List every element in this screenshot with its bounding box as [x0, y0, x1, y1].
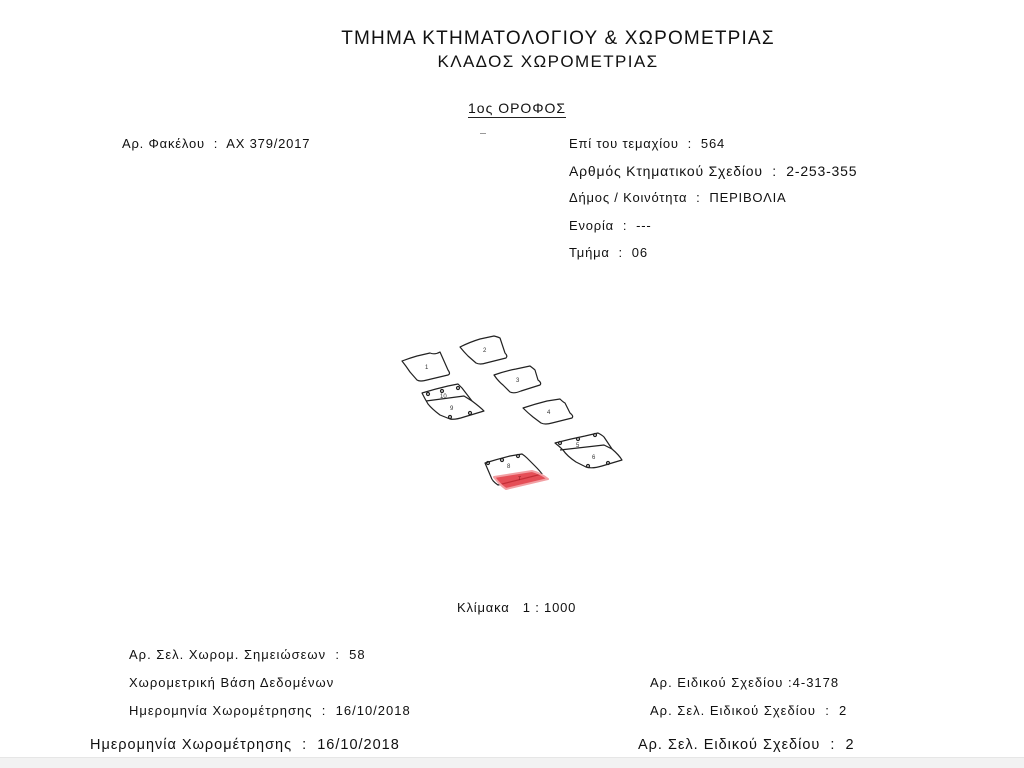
svg-text:7: 7: [518, 476, 521, 482]
database-label: Χωρομετρική Βάση Δεδομένων: [129, 675, 335, 690]
scale-field: [457, 600, 576, 615]
footer-special-plan-page-value: 2: [845, 737, 855, 753]
municipality-label: Δήμος / Κοινότητα: [569, 190, 688, 205]
survey-date-field: Ημερομηνία Χωρομέτρησης : 16/10/2018: [129, 703, 411, 718]
plan-number-field: Αρθμός Κτηματικού Σχεδίου : 2-253-355: [569, 163, 858, 179]
plan-number-label: Αρθμός Κτηματικού Σχεδίου: [569, 163, 763, 179]
file-number-field: Αρ. Φακέλου : ΑΧ 379/2017: [122, 136, 311, 151]
unit-4: [523, 399, 573, 424]
municipality-field: Δήμος / Κοινότητα : ΠΕΡΙΒΟΛΙΑ: [569, 190, 787, 205]
parcel-value: 564: [700, 136, 726, 151]
parish-field: Ενορία : ---: [569, 218, 652, 233]
footer-survey-date: Ημερομηνία Χωρομέτρησης : 16/10/2018: [90, 737, 400, 753]
parcel-label: Επί του τεμαχίου: [569, 136, 679, 151]
parish-value: ---: [636, 218, 652, 233]
survey-notes-page-field: Αρ. Σελ. Χωρομ. Σημειώσεων : 58: [129, 647, 366, 662]
survey-notes-page-value: 58: [349, 647, 366, 662]
scale-value: 1 : 1000: [522, 600, 577, 615]
branch-title: ΚΛΑΔΟΣ ΧΩΡΟΜΕΤΡΙΑΣ: [437, 52, 659, 71]
parcel-field: Επί του τεμαχίου : 564: [569, 136, 726, 151]
section-field: Τμήμα : 06: [569, 245, 648, 260]
plan-number-value: 2-253-355: [786, 163, 858, 179]
svg-text:9: 9: [450, 406, 454, 412]
scan-mark: [480, 133, 486, 134]
unit-10-9: [422, 384, 484, 419]
svg-text:5: 5: [576, 443, 580, 449]
file-number-value: ΑΧ 379/2017: [226, 136, 311, 151]
scale-label: Κλίμακα: [457, 600, 510, 615]
unit-7-highlight: [494, 471, 548, 489]
special-plan-number-value: 4-3178: [792, 675, 840, 690]
unit-2: [460, 336, 507, 364]
svg-text:8: 8: [507, 464, 511, 470]
special-plan-page-value: 2: [839, 703, 848, 718]
unit-5-6: [555, 433, 622, 468]
svg-text:10: 10: [440, 394, 447, 400]
file-number-label: Αρ. Φακέλου: [122, 136, 205, 151]
svg-text:6: 6: [592, 455, 596, 461]
floor-heading: 1ος ΟΡΟΦΟΣ: [468, 100, 567, 116]
footer-special-plan-page: Αρ. Σελ. Ειδικού Σχεδίου : 2: [638, 737, 855, 753]
municipality-value: ΠΕΡΙΒΟΛΙΑ: [709, 190, 787, 205]
unit-8-7: [485, 454, 548, 489]
special-plan-page-field: Αρ. Σελ. Ειδικού Σχεδίου : 2: [650, 703, 848, 718]
parish-label: Ενορία: [569, 218, 614, 233]
unit-3: [494, 366, 541, 393]
footer-survey-date-value: 16/10/2018: [317, 737, 400, 753]
svg-text:1: 1: [425, 365, 429, 371]
bottom-edge-bar: [0, 757, 1024, 768]
svg-text:2: 2: [483, 348, 487, 354]
unit-1: [402, 352, 450, 381]
section-value: 06: [631, 245, 648, 260]
section-label: Τμήμα: [569, 245, 610, 260]
svg-text:4: 4: [547, 410, 551, 416]
svg-text:3: 3: [516, 378, 520, 384]
floor-plan-diagram: [390, 325, 640, 500]
department-title: ΤΜΗΜΑ ΚΤΗΜΑΤΟΛΟΓΙΟΥ & ΧΩΡΟΜΕΤΡΙΑΣ: [341, 28, 775, 49]
special-plan-number-field: Αρ. Ειδικού Σχεδίου :4-3178: [650, 675, 840, 690]
survey-date-value: 16/10/2018: [335, 703, 411, 718]
